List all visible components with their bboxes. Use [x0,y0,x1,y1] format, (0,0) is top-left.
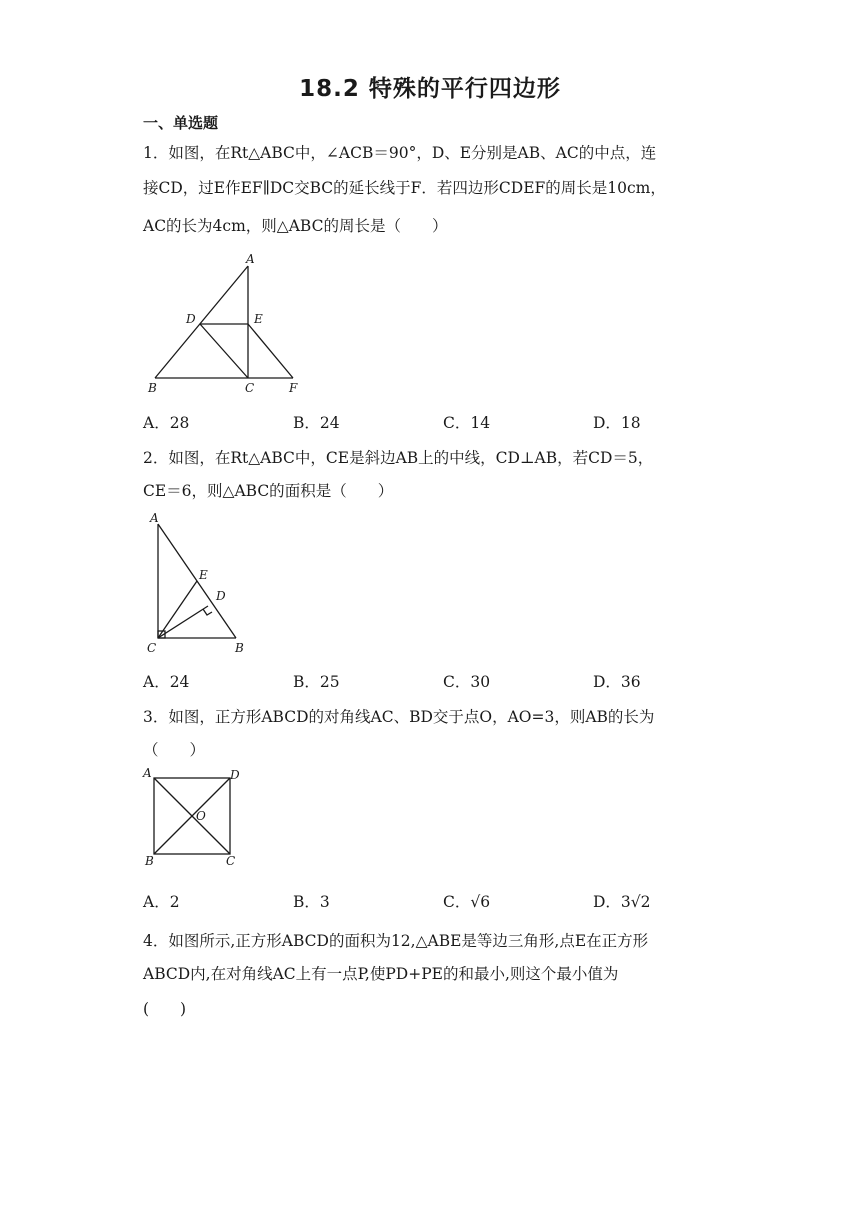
fig1-label-c: C [245,381,255,395]
question-4-line-2: ABCD内,在对角线AC上有一点P,使PD+PE的和最小,则这个最小值为 [143,965,619,983]
question-2-option-d: D．36 [593,673,641,691]
fig3-label-b: B [145,854,154,868]
fig2-label-c: C [147,641,157,655]
question-3-option-c: C．√6 [443,893,491,911]
question-2-option-a: A．24 [143,673,190,691]
fig2-label-b: B [235,641,244,655]
page-title: 18.2 特殊的平行四边形 [299,76,561,102]
question-1-option-a: A．28 [143,414,190,432]
fig2-label-a: A [150,511,159,525]
fig3-label-d: D [230,768,240,782]
question-2-option-c: C．30 [443,673,491,691]
fig3-label-c: C [226,854,236,868]
fig1-label-f: F [289,381,298,395]
fig1-label-e: E [254,312,263,326]
question-1-option-b: B．24 [293,414,340,432]
fig3-label-a: A [143,766,152,780]
fig2-label-d: D [216,589,226,603]
question-2-option-b: B．25 [293,673,340,691]
question-2-line-2: CE＝6，则△ABC的面积是（ ） [143,482,394,500]
fig1-label-a: A [246,252,255,266]
fig1-label-b: B [148,381,157,395]
question-2-figure [140,508,260,658]
question-1-option-d: D．18 [593,414,641,432]
question-1-line-2: 接CD，过E作EF∥DC交BC的延长线于F．若四边形CDEF的周长是10cm， [143,179,666,197]
question-3-line-2: （ ） [143,741,206,759]
question-1-option-c: C．14 [443,414,491,432]
question-3-option-b: B．3 [293,893,330,911]
section-heading: 一、单选题 [143,114,219,132]
question-1-line-1: 1．如图，在Rt△ABC中，∠ACB＝90°，D、E分别是AB、AC的中点，连 [143,144,657,162]
question-4-line-1: 4．如图所示,正方形ABCD的面积为12,△ABE是等边三角形,点E在正方形 [143,932,649,950]
question-1-figure [140,250,320,400]
fig3-label-o: O [196,809,206,823]
question-3-option-d: D．3√2 [593,893,651,911]
question-3-line-1: 3．如图，正方形ABCD的对角线AC、BD交于点O，AO=3，则AB的长为 [143,708,655,726]
question-3-option-a: A．2 [143,893,180,911]
question-3-figure [140,764,250,874]
question-1-line-3: AC的长为4cm，则△ABC的周长是（ ） [143,217,448,235]
fig2-label-e: E [199,568,208,582]
question-4-line-3: ( ) [143,1000,187,1018]
fig1-label-d: D [186,312,196,326]
question-2-line-1: 2．如图，在Rt△ABC中，CE是斜边AB上的中线，CD⊥AB，若CD＝5， [143,449,654,467]
